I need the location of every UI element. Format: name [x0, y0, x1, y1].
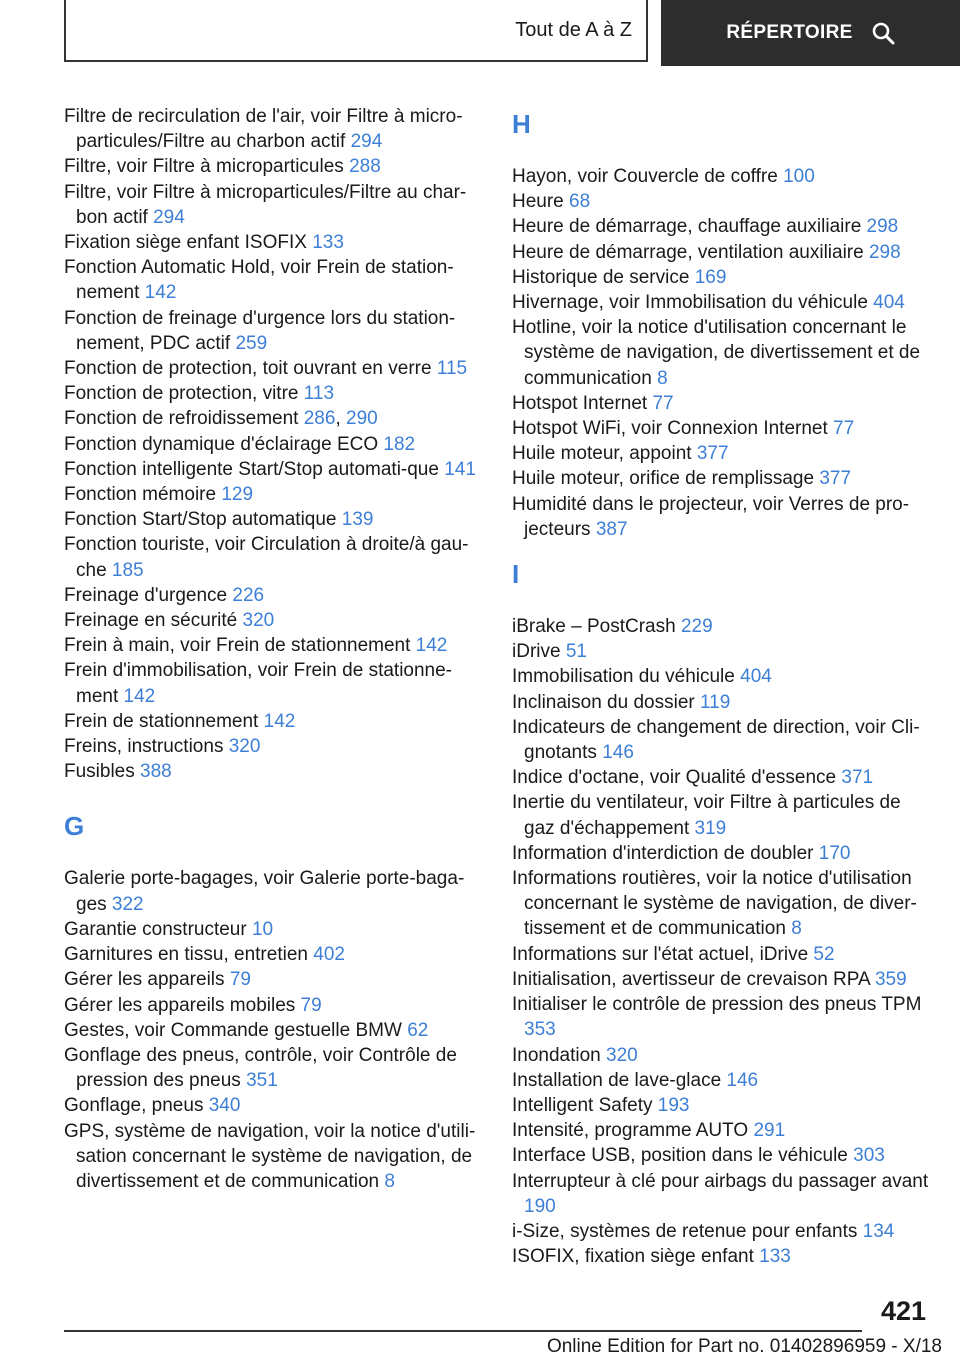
page-reference-link[interactable]: 185: [111, 559, 144, 581]
index-entry: [512, 441, 932, 466]
page-reference-link[interactable]: 351: [246, 1070, 278, 1092]
page-reference-link[interactable]: 100: [783, 166, 815, 187]
index-entry-text: GPS, système de navigation, voir la notice d'utili-sation concernant le système de navigation, de divertissement et de communication: [64, 1120, 476, 1192]
page-reference-link[interactable]: 404: [740, 666, 772, 688]
index-entry: [64, 1018, 484, 1043]
index-entry: [512, 614, 932, 639]
page-reference-link[interactable]: 182: [383, 433, 416, 455]
index-entry-text: Fonction Start/Stop automatique: [64, 509, 337, 531]
page-reference-link[interactable]: 320: [606, 1044, 638, 1066]
page-reference-link[interactable]: 169: [694, 266, 727, 288]
page-reference-link[interactable]: 402: [313, 944, 345, 966]
page-reference-link[interactable]: 8: [657, 367, 668, 389]
index-entry: [512, 967, 932, 992]
index-entry-text: Installation de lave-glace: [512, 1069, 722, 1091]
index-entry: [512, 1093, 932, 1118]
page-reference-link[interactable]: 146: [602, 742, 634, 764]
page-reference-link[interactable]: 142: [123, 685, 156, 707]
index-entry: [512, 715, 932, 765]
page-reference-link[interactable]: 340: [208, 1095, 241, 1117]
index-entry-text: Interface USB, position dans le véhicule: [512, 1145, 848, 1167]
index-section-letter: H: [512, 109, 531, 139]
index-entry: [64, 255, 484, 305]
page-reference-link[interactable]: 52: [813, 943, 835, 965]
page-reference-link[interactable]: 79: [300, 994, 322, 1016]
index-entry-text: Fonction mémoire: [64, 484, 217, 506]
page-reference-link[interactable]: 359: [874, 968, 907, 990]
index-entry-text: Hotline, voir la notice d'utilisation concernant le système de navigation, de divertissement et de communication: [512, 317, 921, 389]
index-entry: [512, 790, 932, 840]
page-reference-link[interactable]: 133: [759, 1246, 791, 1268]
index-entry-text: Immobilisation du véhicule: [512, 666, 735, 688]
index-entry-text: Frein de stationnement: [64, 710, 259, 732]
page-reference-link[interactable]: 68: [569, 191, 591, 213]
index-entry: [512, 1043, 932, 1068]
index-entry: [512, 466, 932, 491]
index-entry-text: Indicateurs de changement de direction, voir Cli-gnotants: [512, 716, 920, 764]
page-reference-link[interactable]: 77: [833, 418, 855, 440]
index-entry: [512, 942, 932, 967]
index-entry-text: iBrake – PostCrash: [512, 616, 676, 638]
index-entry: [64, 942, 484, 967]
index-entry-text: Inertie du ventilateur, voir Filtre à particules de gaz d'échappement: [512, 792, 901, 839]
index-entry: [512, 315, 932, 391]
page-reference-link[interactable]: 141: [444, 458, 476, 480]
index-entry: [64, 432, 484, 457]
index-entry-text: Humidité dans le projecteur, voir Verres de pro-jecteurs: [512, 493, 910, 540]
index-entry-text: Initialisation, avertisseur de crevaison RPA: [512, 968, 870, 990]
page-reference-link[interactable]: 388: [140, 761, 172, 783]
index-entry-text: Fonction de freinage d'urgence lors du station-nement, PDC actif: [64, 307, 456, 354]
index-entry-text: Interrupteur à clé pour airbags du passager avant: [512, 1170, 929, 1192]
index-entry-text: Frein à main, voir Frein de stationnement: [64, 635, 411, 657]
index-entry-text: Frein d'immobilisation, voir Frein de stationne-ment: [64, 660, 453, 707]
index-entry: [64, 507, 484, 532]
tab-tout-de-a-a-z[interactable]: [64, 0, 648, 62]
page-reference-link[interactable]: 294: [153, 206, 185, 228]
index-entry-text: Heure de démarrage, ventilation auxiliaire: [512, 241, 864, 263]
footer-divider: [64, 1330, 862, 1332]
index-entry-text: Intelligent Safety: [512, 1094, 653, 1116]
index-entry: [64, 356, 484, 381]
index-entry-text: Huile moteur, appoint: [512, 443, 692, 465]
index-entry-text: Hivernage, voir Immobilisation du véhicule: [512, 292, 868, 314]
index-entry: [512, 841, 932, 866]
tab-az-label: Tout de A à Z: [515, 18, 632, 41]
index-entry-text: ISOFIX, fixation siège enfant: [512, 1246, 754, 1268]
page-reference-link[interactable]: 320: [242, 610, 275, 632]
index-entry-text: Fonction de refroidissement: [64, 408, 299, 430]
page-reference-link[interactable]: 139: [341, 509, 374, 531]
index-entry-text: Freinage d'urgence: [64, 584, 228, 606]
index-entry-text: Gérer les appareils: [64, 969, 225, 991]
page-reference-link[interactable]: 8: [791, 918, 802, 940]
index-entry: [512, 1244, 932, 1269]
index-entry: [64, 381, 484, 406]
index-entry-text: Fonction de protection, toit ouvrant en verre: [64, 358, 432, 380]
index-entry-text: Hotspot Internet: [512, 392, 648, 414]
tab-repertoire-label: RÉPERTOIRE: [726, 22, 853, 43]
index-entry: [64, 967, 484, 992]
index-entry-text: Fonction dynamique d'éclairage ECO: [64, 433, 379, 455]
index-entry-text: Gonflage, pneus: [64, 1095, 204, 1117]
index-entry: [512, 1143, 932, 1168]
index-entry: [512, 1068, 932, 1093]
index-entry: [64, 1043, 484, 1093]
index-entry-text: Gestes, voir Commande gestuelle BMW: [64, 1019, 402, 1041]
page-reference-link[interactable]: 322: [111, 893, 144, 915]
index-entry-text: Inclinaison du dossier: [512, 691, 695, 713]
index-entry-text: Galerie porte-bagages, voir Galerie porte-baga-ges: [64, 868, 465, 915]
index-entry-text: Filtre, voir Filtre à microparticules/Filtre au char-bon actif: [64, 181, 467, 228]
page-reference-link[interactable]: 291: [753, 1120, 786, 1142]
index-column-right: [512, 104, 932, 1269]
index-entry-text: Filtre de recirculation de l'air, voir Filtre à micro-particules/Filtre au charbon actif: [64, 106, 463, 153]
index-entry: [64, 154, 484, 179]
index-entry-text: Hotspot WiFi, voir Connexion Internet: [512, 418, 828, 440]
index-entry-text: Freinage en sécurité: [64, 610, 238, 632]
index-entry: [64, 759, 484, 784]
page-reference-link[interactable]: 113: [303, 383, 335, 405]
page-reference-link[interactable]: 170: [818, 842, 851, 864]
index-entry-text: iDrive: [512, 641, 561, 663]
page-reference-link[interactable]: 371: [841, 767, 874, 789]
page-reference-link[interactable]: 288: [349, 156, 381, 178]
index-entry-text: Heure de démarrage, chauffage auxiliaire: [512, 216, 862, 238]
index-entry: [512, 492, 932, 542]
index-entry-text: Fixation siège enfant ISOFIX: [64, 232, 307, 254]
index-entry: [64, 709, 484, 734]
index-entry: [64, 993, 484, 1018]
index-entry: [64, 608, 484, 633]
page-reference-link[interactable]: 51: [565, 641, 587, 663]
index-entry-text: Huile moteur, orifice de remplissage: [512, 468, 815, 490]
page-reference-link[interactable]: 79: [229, 969, 251, 991]
tab-repertoire[interactable]: [661, 0, 960, 66]
index-entry: [512, 189, 932, 214]
page-reference-link[interactable]: 134: [862, 1220, 895, 1242]
index-entry: [64, 1119, 484, 1195]
page-reference-link[interactable]: 298: [866, 216, 899, 238]
index-entry: [512, 992, 932, 1042]
index-entry: Fonction de refroidissement 286, 290: [64, 408, 378, 430]
index-entry: [64, 532, 484, 582]
page-reference-link[interactable]: 142: [415, 635, 448, 657]
index-entry: [64, 180, 484, 230]
page-reference-link[interactable]: 319: [694, 817, 727, 839]
index-entry-text: Informations routières, voir la notice d'utilisation concernant le système de navigation, de diver-tissement et de communication: [512, 868, 917, 940]
index-entry-text: Initialiser le contrôle de pression des pneus TPM: [512, 994, 922, 1016]
page-reference-link[interactable]: 404: [873, 292, 905, 314]
index-entry: [512, 164, 932, 189]
index-entry: [64, 917, 484, 942]
index-entry: [64, 1093, 484, 1118]
index-entry: [512, 1169, 932, 1219]
page-reference-link[interactable]: 129: [221, 484, 254, 506]
index-entry-text: Information d'interdiction de doubler: [512, 842, 814, 864]
index-entry: [512, 690, 932, 715]
index-entry-text: Fonction touriste, voir Circulation à droite/à gau-che: [64, 534, 469, 581]
index-entry: [512, 290, 932, 315]
search-icon[interactable]: [871, 21, 895, 45]
index-entry: [512, 265, 932, 290]
index-entry-text: Filtre, voir Filtre à microparticules: [64, 156, 344, 178]
page-number: 421: [880, 1296, 926, 1326]
page-reference-link[interactable]: 142: [144, 282, 177, 304]
index-entry-text: Freins, instructions: [64, 736, 224, 758]
edition-footer: Online Edition for Part no. 01402896959 - X/18: [546, 1336, 942, 1357]
page-reference-link[interactable]: 62: [407, 1019, 429, 1041]
page-reference-link[interactable]: 298: [868, 241, 901, 263]
index-entry-text: Fonction de protection, vitre: [64, 383, 299, 405]
index-entry: [64, 583, 484, 608]
index-entry: [64, 104, 484, 154]
page-reference-link[interactable]: 77: [652, 392, 674, 414]
index-entry-text: Inondation: [512, 1044, 601, 1066]
page-reference-link[interactable]: 226: [232, 584, 265, 606]
page-reference-link[interactable]: 290: [346, 408, 378, 430]
index-entry-text: Fonction intelligente Start/Stop automati-que: [64, 458, 439, 480]
index-entry-text: Indice d'octane, voir Qualité d'essence: [512, 767, 837, 789]
page-reference-link[interactable]: 115: [436, 358, 468, 380]
index-entry-text: Intensité, programme AUTO: [512, 1120, 749, 1142]
index-entry-text: Fusibles: [64, 761, 135, 783]
index-entry-text: Garantie constructeur: [64, 918, 247, 940]
index-entry: [512, 1118, 932, 1143]
page-reference-link[interactable]: 119: [700, 691, 731, 713]
index-entry-text: Hayon, voir Couvercle de coffre: [512, 166, 778, 187]
page-reference-link[interactable]: 10: [251, 918, 274, 940]
index-entry-text: Gérer les appareils mobiles: [64, 994, 296, 1016]
index-entry: [64, 633, 484, 658]
page-reference-link[interactable]: 229: [680, 616, 713, 638]
index-entry: [512, 765, 932, 790]
page-reference-link[interactable]: 8: [384, 1170, 395, 1192]
index-entry: [64, 457, 484, 482]
index-entry: [64, 866, 484, 916]
index-entry: [64, 306, 484, 356]
page-reference-link[interactable]: 303: [853, 1145, 885, 1167]
page-reference-link[interactable]: 286: [303, 408, 336, 430]
index-entry: [64, 734, 484, 759]
index-section-letter: G: [64, 811, 85, 842]
page-reference-link[interactable]: 294: [350, 131, 383, 153]
index-entry: [512, 866, 932, 942]
page-reference-link[interactable]: 190: [524, 1195, 556, 1217]
index-entry-text: Informations sur l'état actuel, iDrive: [512, 943, 809, 965]
index-entry-text: Heure: [512, 191, 564, 213]
page-reference-link[interactable]: 320: [228, 736, 261, 758]
page-reference-link[interactable]: 193: [657, 1094, 690, 1116]
index-entry: [512, 664, 932, 689]
index-entry-text: Fonction Automatic Hold, voir Frein de station-nement: [64, 257, 454, 304]
index-entry: [512, 214, 932, 239]
page-reference-link[interactable]: 133: [312, 232, 344, 254]
page-reference-link[interactable]: 377: [819, 468, 852, 490]
index-column-left: [64, 104, 484, 1194]
page-reference-link[interactable]: 146: [726, 1069, 759, 1091]
index-entry-text: Gonflage des pneus, contrôle, voir Contrôle de pression des pneus: [64, 1044, 457, 1092]
index-entry: [512, 639, 932, 664]
index-entry: [512, 416, 932, 441]
index-entry: [64, 230, 484, 255]
index-entry: [64, 482, 484, 507]
page-reference-link[interactable]: 353: [524, 1019, 556, 1041]
index-section-letter: I: [512, 559, 520, 590]
index-entry-text: Garnitures en tissu, entretien: [64, 944, 308, 966]
top-navigation: [0, 0, 960, 66]
page-reference-link[interactable]: 387: [595, 518, 628, 540]
index-entry: [64, 658, 484, 708]
page-reference-link[interactable]: 259: [235, 332, 268, 354]
page-reference-link[interactable]: 377: [696, 443, 729, 465]
index-entry-text: Historique de service: [512, 266, 690, 288]
index-entry-text: i-Size, systèmes de retenue pour enfants: [512, 1220, 858, 1242]
index-entry: [512, 240, 932, 265]
page-reference-link[interactable]: 142: [263, 710, 296, 732]
index-entry: [512, 391, 932, 416]
index-entry: [512, 1219, 932, 1244]
